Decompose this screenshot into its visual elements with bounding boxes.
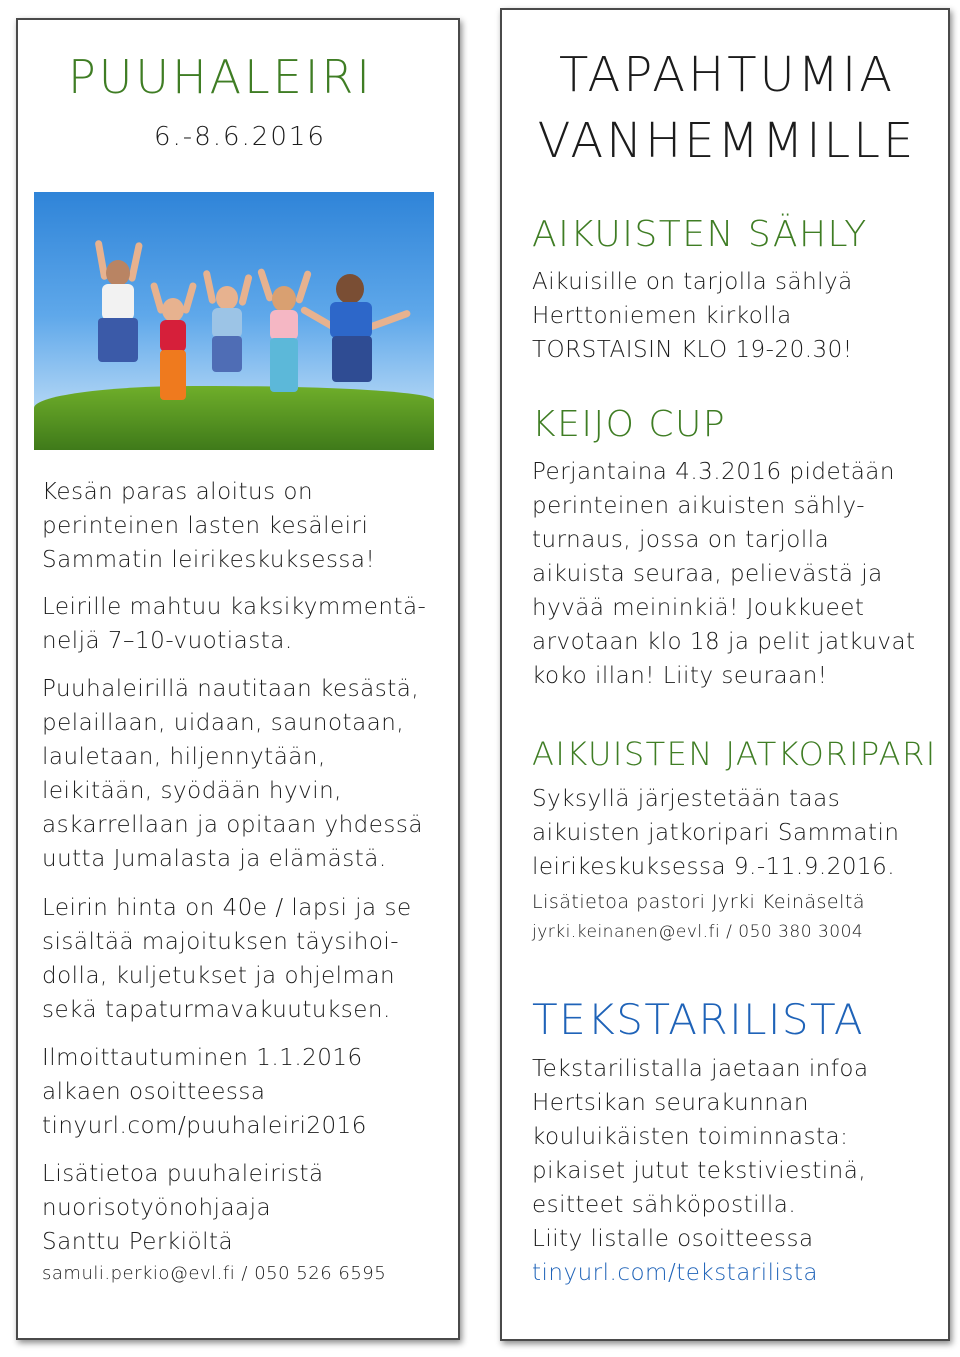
sahly-text: Aikuisille on tarjolla sählyä Herttoniemen kirkolla TORSTAISIN KLO 19-20.30! [532,269,853,363]
left-panel-puuhaleiri [16,18,460,1340]
events-title: TAPAHTUMIA VANHEMMILLE [537,47,917,169]
tekstarilista-text: Tekstarilistalla jaetaan infoa Hertsikan seurakunnan kouluikäisten toiminnasta: pikaiset jutut tekstiviestinä, esitteet sähköpostilla. Liity listalle osoitteessa tinyurl.com/tekstarilista [532,1052,869,1290]
camp-activities-paragraph: Puuhaleirillä nautitaan kesästä, pelaillaan, uidaan, saunotaan, lauletaan, hiljennytään, leikitään, syödään hyvin, askarrellaan ja opitaan yhdessä uutta Jumalasta ja elämästä. [42,676,423,872]
heading-tekstarilista: TEKSTARILISTA [532,995,865,1044]
camp-intro-paragraph: Kesän paras aloitus on perinteinen lasten kesäleiri Sammatin leirikeskuksessa! [42,479,376,573]
keijo-cup-text: Perjantaina 4.3.2016 pidetään perinteinen aikuisten sähly- turnaus, jossa on tarjolla aikuista seuraa, pelievästä ja hyvää meininkiä! Joukkueet arvotaan klo 18 ja pelit jatkuvat koko illan! Liity seuraan! [532,459,916,689]
jatkoripari-contact: jyrki.keinanen@evl.fi / 050 380 3004 [532,922,864,942]
tekstarilista-link[interactable]: tinyurl.com/tekstarilista [532,1260,819,1286]
camp-contact: samuli.perkio@evl.fi / 050 526 6595 [42,1263,387,1284]
camp-registration-paragraph: Ilmoittautuminen 1.1.2016 alkaen osoitteessa tinyurl.com/puuhaleiri2016 [42,1041,367,1143]
camp-capacity-paragraph: Leirille mahtuu kaksikymmentä- neljä 7–10-vuotiasta. [42,594,427,654]
right-panel-events [500,8,950,1341]
camp-price-paragraph: Leirin hinta on 40e / lapsi ja se sisältää majoituksen täysihoi- dolla, kuljetukset ja ohjelman sekä tapaturmavakuutuksen. [42,895,412,1023]
camp-info-paragraph: Lisätietoa puuhaleiristä nuorisotyönohjaaja Santtu Perkiöltä [42,1161,324,1255]
puuhaleiri-title: PUUHALEIRI [68,50,373,104]
jumping-children-photo [34,192,434,450]
grass [34,386,434,450]
camp-dates: 6.-8.6.2016 [154,122,326,152]
jatkoripari-info: Lisätietoa pastori Jyrki Keinäseltä [532,891,865,913]
heading-keijo-cup: KEIJO CUP [532,404,727,445]
heading-aikuisten-jatkoripari: AIKUISTEN JATKORIPARI [532,735,937,773]
jatkoripari-text: Syksyllä järjestetään taas aikuisten jatkoripari Sammatin leirikeskuksessa 9.-11.9.2016. [532,786,900,880]
registration-link[interactable]: tinyurl.com/puuhaleiri2016 [42,1113,367,1139]
heading-aikuisten-sahly: AIKUISTEN SÄHLY [532,214,868,255]
